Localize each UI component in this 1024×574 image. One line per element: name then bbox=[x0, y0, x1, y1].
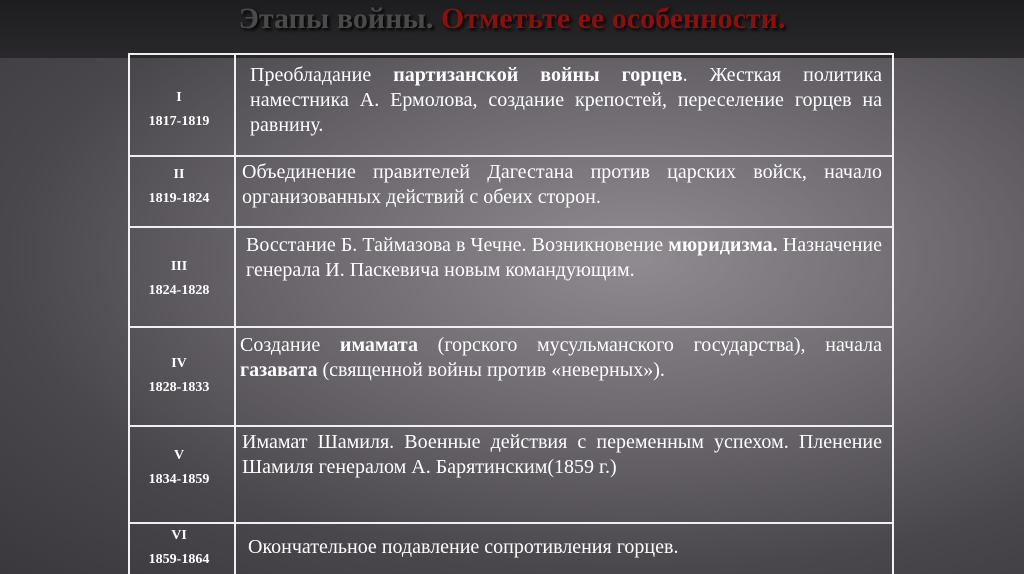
stage-years: 1824-1828 bbox=[148, 283, 210, 298]
row-divider bbox=[128, 53, 894, 55]
stage-description bbox=[246, 233, 882, 283]
row-divider bbox=[128, 522, 894, 524]
row-divider bbox=[128, 425, 894, 427]
description-text: (горского мусульманского государства), начала bbox=[417, 334, 882, 356]
stage-years: 1834-1859 bbox=[148, 472, 210, 487]
stage-cell bbox=[128, 86, 230, 134]
column-divider bbox=[234, 55, 236, 155]
description-text: Восстание Б. Таймазова в Чечне. Возникновение bbox=[246, 234, 669, 256]
title-part-2: Отметьте ее особенности. bbox=[440, 2, 786, 35]
emphasis-text: мюридизма. bbox=[668, 234, 778, 256]
stage-years: 1859-1864 bbox=[148, 552, 210, 567]
title-part-1: Этапы войны. bbox=[238, 2, 434, 35]
stage-cell bbox=[128, 524, 230, 572]
stage-description bbox=[242, 160, 882, 210]
stage-cell bbox=[128, 255, 230, 303]
column-divider bbox=[234, 157, 236, 226]
stage-description bbox=[240, 333, 882, 383]
stage-roman: VI bbox=[171, 528, 187, 543]
description-text: Окончательное подавление сопротивления горцев. bbox=[248, 536, 679, 558]
description-text: Объединение правителей Дагестана против царских войск, начало организованных действий с обеих сторон. bbox=[242, 161, 882, 208]
stage-roman: IV bbox=[171, 356, 187, 371]
row-divider bbox=[128, 326, 894, 328]
stage-roman: II bbox=[173, 167, 185, 182]
column-divider bbox=[234, 524, 236, 574]
stage-description bbox=[250, 63, 882, 138]
stage-description bbox=[242, 430, 882, 480]
page-title bbox=[0, 2, 1024, 36]
stage-description bbox=[248, 535, 882, 560]
row-divider bbox=[128, 155, 894, 157]
stage-years: 1819-1824 bbox=[148, 191, 210, 206]
emphasis-text: партизанской войны горцев bbox=[393, 64, 683, 86]
column-divider bbox=[234, 427, 236, 522]
description-text: Назначение генерала И. Паскевича новым командующим. bbox=[246, 234, 882, 281]
emphasis-text: имамата bbox=[339, 334, 418, 356]
stage-cell bbox=[128, 444, 230, 492]
column-divider bbox=[234, 228, 236, 326]
stage-cell bbox=[128, 352, 230, 400]
stage-years: 1817-1819 bbox=[148, 114, 210, 129]
stage-cell bbox=[128, 163, 230, 211]
stage-roman: I bbox=[176, 90, 182, 105]
stage-roman: III bbox=[170, 259, 188, 274]
stage-roman: V bbox=[173, 448, 185, 463]
emphasis-text: газавата bbox=[240, 359, 318, 381]
stage-years: 1828-1833 bbox=[148, 380, 210, 395]
description-text: . Жесткая политика наместника А. Ермолова, создание крепостей, переселение горцев на равнину. bbox=[250, 64, 882, 136]
row-divider bbox=[128, 226, 894, 228]
description-text: Имамат Шамиля. Военные действия с переменным успехом. Пленение Шамиля генералом А. Барятинским(1859 г.) bbox=[242, 431, 882, 478]
description-text: Создание bbox=[240, 334, 340, 356]
column-divider bbox=[234, 328, 236, 425]
description-text: (священной войны против «неверных»). bbox=[317, 359, 665, 381]
description-text: Преобладание bbox=[250, 64, 394, 86]
